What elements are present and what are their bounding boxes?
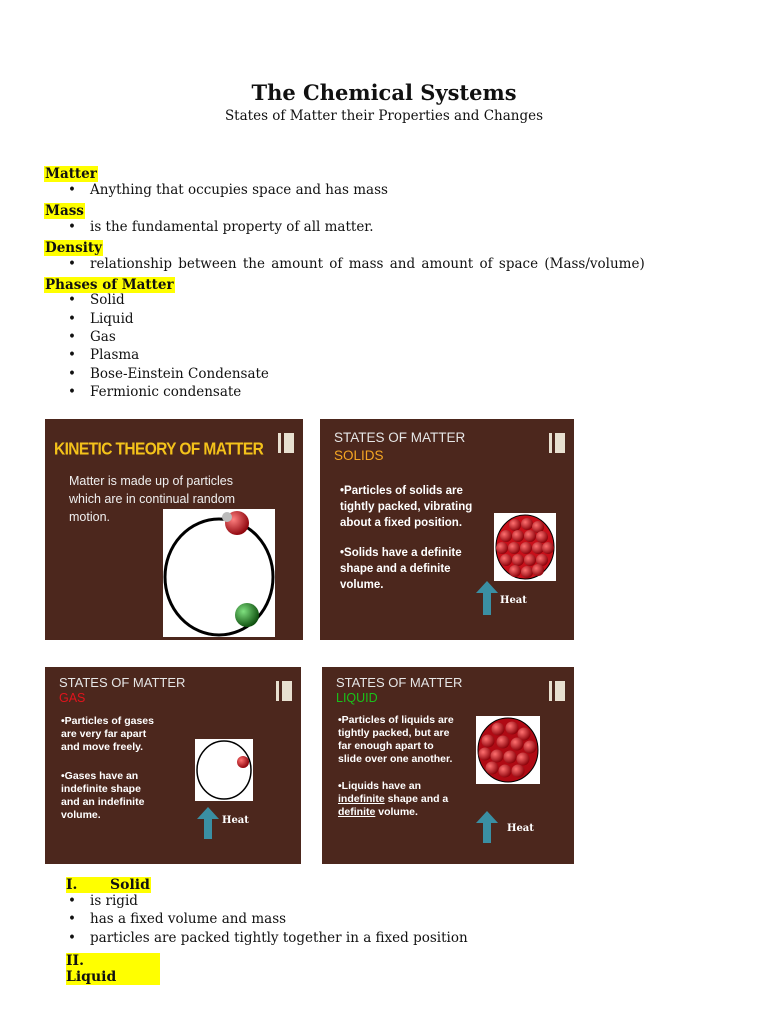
slide-text: Matter is made up of particles which are in continual random motion. bbox=[69, 474, 236, 524]
list-item: • Bose-Einstein Condensate bbox=[68, 366, 269, 382]
slide-subheading: LIQUID bbox=[336, 691, 378, 705]
gas-particles-image bbox=[195, 739, 253, 801]
slide-text: •Gases have an indefinite shape and an indefinite volume. bbox=[61, 770, 145, 821]
heat-label: Heat bbox=[507, 823, 534, 834]
list-item: • particles are packed tightly together in a fixed position bbox=[68, 930, 468, 946]
section-heading-liquid: II.Liquid bbox=[66, 953, 160, 985]
list-item: • Gas bbox=[68, 329, 116, 345]
section-heading-solid: I. Solid bbox=[66, 877, 150, 893]
particle-motion-image bbox=[163, 509, 275, 637]
slide-decoration bbox=[549, 433, 568, 453]
slide-decoration bbox=[278, 433, 297, 453]
page-subtitle: States of Matter their Properties and Changes bbox=[224, 108, 544, 124]
slide-subheading: GAS bbox=[59, 691, 86, 705]
list-item: • Liquid bbox=[68, 311, 134, 327]
slide-title: KINETIC THEORY OF MATTER bbox=[54, 439, 264, 460]
slide-text: •Liquids have an indefinite shape and a definite volume. bbox=[338, 780, 449, 818]
slide-decoration bbox=[549, 681, 568, 701]
slide-text: •Particles of gases are very far apart and move freely. bbox=[61, 715, 154, 753]
list-item: • Plasma bbox=[68, 347, 140, 363]
list-item: • has a fixed volume and mass bbox=[68, 911, 287, 927]
page-title: The Chemical Systems bbox=[251, 80, 517, 105]
heat-arrow-icon bbox=[476, 811, 498, 848]
list-item: • Anything that occupies space and has mass bbox=[68, 182, 388, 198]
heat-label: Heat bbox=[500, 595, 527, 606]
term-density: Density bbox=[45, 240, 102, 256]
slide-text: •Particles of liquids are tightly packed, but are far enough apart to slide over one another. bbox=[338, 714, 454, 765]
list-item: • is rigid bbox=[68, 893, 138, 909]
slide-liquid bbox=[322, 667, 574, 864]
liquid-particles-image bbox=[476, 716, 540, 784]
slide-text: •Particles of solids are tightly packed, vibrating about a fixed position. bbox=[340, 485, 473, 529]
list-item: • Fermionic condensate bbox=[68, 384, 242, 400]
slide-gas bbox=[45, 667, 301, 864]
slide-decoration bbox=[276, 681, 295, 701]
list-item: • relationship between the amount of mass and amount of space (Mass/volume) bbox=[68, 256, 645, 272]
heat-label: Heat bbox=[222, 815, 249, 826]
list-item: • Solid bbox=[68, 292, 125, 308]
slide-heading: STATES OF MATTER bbox=[334, 430, 466, 445]
slide-subheading: SOLIDS bbox=[334, 448, 384, 463]
term-mass: Mass bbox=[45, 203, 84, 219]
slide-solids bbox=[320, 419, 574, 640]
solid-particles-image bbox=[494, 513, 556, 581]
heat-arrow-icon bbox=[197, 807, 219, 844]
list-item: • is the fundamental property of all matter. bbox=[68, 219, 374, 235]
slide-heading: STATES OF MATTER bbox=[336, 675, 463, 690]
term-matter: Matter bbox=[45, 166, 97, 182]
heat-arrow-icon bbox=[476, 581, 498, 620]
slide-heading: STATES OF MATTER bbox=[59, 675, 186, 690]
slide-kinetic-theory bbox=[45, 419, 303, 640]
slide-text: •Solids have a definite shape and a definite volume. bbox=[340, 547, 462, 591]
term-phases: Phases of Matter bbox=[45, 277, 174, 293]
